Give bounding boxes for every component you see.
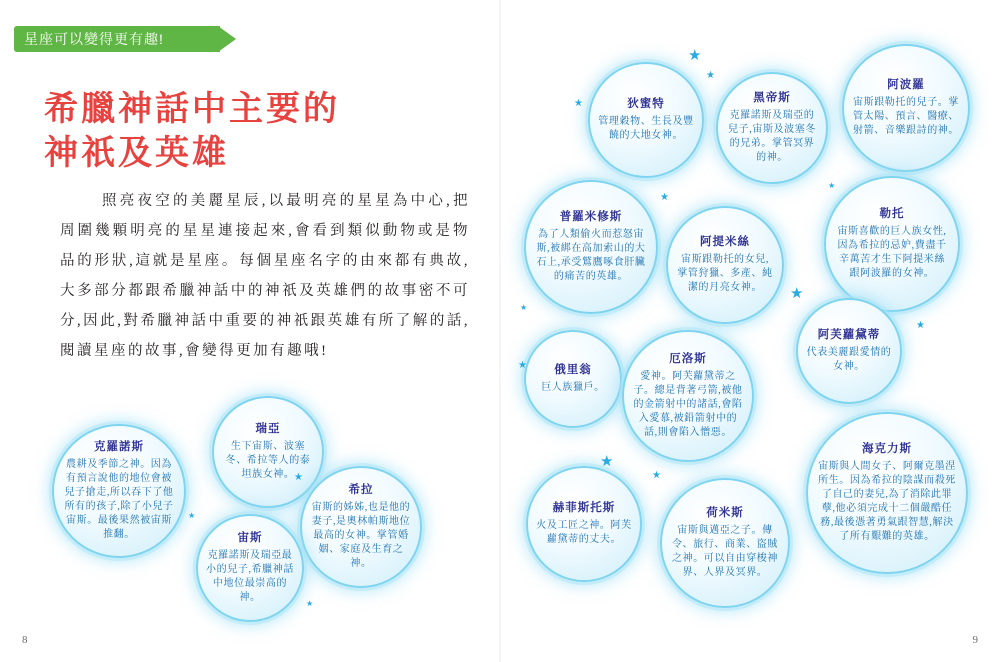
section-banner <box>14 26 236 52</box>
bubble-kronos <box>52 424 186 558</box>
bubble-body: 巨人族獵戶。 <box>541 382 605 393</box>
banner-tail <box>218 26 236 52</box>
star-icon: ★ <box>600 453 614 470</box>
star-icon: ★ <box>294 472 303 483</box>
star-icon: ★ <box>790 285 804 302</box>
bubble-orion <box>524 330 622 428</box>
bubble-rhea <box>212 396 324 508</box>
page-number-right: 9 <box>972 634 978 646</box>
page-title <box>44 88 474 176</box>
bubble-body: 宙斯的姊姊,也是他的妻子,是奧林帕斯地位最高的女神。掌管婚姻、家庭及生育之神。 <box>311 502 411 569</box>
bubble-hera <box>300 466 422 588</box>
bubble-title: 海克力斯 <box>862 443 912 455</box>
bubble-body: 為了人類偷火而惹怒宙斯,被綁在高加索山的大石上,承受鷲鷹啄食肝臟的痛苦的英雄。 <box>536 229 646 282</box>
bubble-title: 阿提米絲 <box>700 236 750 248</box>
bubble-body: 宙斯跟勒托的女兒,掌管狩獵、多產、純潔的月亮女神。 <box>677 254 773 293</box>
page-gutter <box>499 0 501 662</box>
bubble-title: 勒托 <box>879 208 905 220</box>
star-icon: ★ <box>828 181 836 190</box>
banner-label: 星座可以變得更有趣! <box>24 31 164 47</box>
bubble-title: 荷米斯 <box>706 507 744 519</box>
bubble-title: 瑞亞 <box>255 423 281 435</box>
page-number-left: 8 <box>22 634 28 646</box>
star-icon: ★ <box>916 320 925 331</box>
bubble-hades <box>716 72 828 184</box>
star-icon: ★ <box>652 470 661 481</box>
bubble-title: 克羅諾斯 <box>94 441 144 453</box>
bubble-title: 希拉 <box>348 484 374 496</box>
bubble-demeter <box>588 62 704 178</box>
star-icon: ★ <box>306 599 314 608</box>
bubble-hephaestus <box>526 466 642 582</box>
bubble-title: 阿芙蘿黛蒂 <box>817 329 881 341</box>
star-icon: ★ <box>706 70 715 81</box>
bubble-aphrodite <box>796 298 902 404</box>
bubble-body: 火及工匠之神。阿芙蘿黛蒂的丈夫。 <box>536 520 632 545</box>
bubble-hermes <box>660 478 790 608</box>
star-icon: ★ <box>574 98 583 109</box>
bubble-artemis <box>666 206 784 324</box>
bubble-body: 克羅諾斯及瑞亞最小的兒子,希臘神話中地位最崇高的神。 <box>206 550 294 603</box>
bubble-title: 俄里翁 <box>554 364 592 376</box>
page-title-line1: 希臘神話中主要的 <box>44 91 340 128</box>
bubble-title: 阿波羅 <box>887 79 925 91</box>
bubble-leto <box>824 176 960 312</box>
star-icon: ★ <box>188 511 196 520</box>
bubble-title: 普羅米修斯 <box>559 211 623 223</box>
bubble-body: 克羅諾斯及瑞亞的兒子,宙斯及波塞冬的兄弟。掌管冥界的神。 <box>728 110 816 163</box>
intro-paragraph: 照亮夜空的美麗星辰,以最明亮的星星為中心,把周圍幾顆明亮的星星連接起來,會看到類似動物或是物品的形狀,這就是星座。每個星座名字的由來都有典故,大多部分都跟希臘神話中的神祇及英雄們的故事密不可分,因此,對希臘神話中重要的神祇跟英雄有所了解的話,閱讀星座的故事,會變得更加有趣哦! <box>60 193 470 359</box>
bubble-title: 黑帝斯 <box>753 92 791 104</box>
star-icon: ★ <box>660 192 669 203</box>
bubble-title: 厄洛斯 <box>669 353 707 365</box>
bubble-body: 愛神。阿芙蘿黛蒂之子。總是背著弓箭,被他的金箭射中的諸話,會陷入愛慕,被鉛箭射中的話,則會陷入憎惡。 <box>633 371 743 438</box>
bubble-body: 宙斯與邁亞之子。傳令、旅行、商業、盜賊之神。可以自由穿梭神界、人界及冥界。 <box>672 525 778 578</box>
bubble-apollo <box>842 44 970 172</box>
bubble-body: 代表美麗跟愛情的女神。 <box>806 347 892 372</box>
bubble-body: 生下宙斯、波塞冬、希拉等人的泰坦族女神。 <box>225 441 311 480</box>
star-icon: ★ <box>518 360 527 371</box>
bubble-title: 狄蜜特 <box>627 98 665 110</box>
bubble-body: 宙斯跟勒托的兒子。掌管太陽、預言、醫療、射箭、音樂跟詩的神。 <box>853 97 959 136</box>
bubble-body: 農耕及季節之神。因為有預言說他的地位會被兒子搶走,所以吞下了他所有的孩子,除了小兒子宙斯。最後果然被宙斯推翻。 <box>64 459 174 540</box>
bubble-body: 宙斯喜歡的巨人族女性,因為希拉的忌妒,費盡千辛萬苦才生下阿提米絲跟阿波羅的女神。 <box>837 226 947 279</box>
bubble-title: 赫菲斯托斯 <box>552 502 616 514</box>
star-icon: ★ <box>520 303 528 312</box>
bubble-body: 宙斯與人間女子、阿爾克墨涅所生。因為希拉的陰謀而殺死了自己的妻兒,為了消除此罪孽,他必須完成十二個嚴酷任務,最後憑著勇氣跟智慧,解決了所有艱難的英雄。 <box>818 461 956 542</box>
bubble-heracles <box>806 412 968 574</box>
bubble-title: 宙斯 <box>237 532 263 544</box>
bubble-eros <box>622 330 754 462</box>
page-title-line2: 神祇及英雄 <box>44 135 229 172</box>
bubble-prometheus <box>524 180 658 314</box>
bubble-body: 管理穀物、生長及豐饒的大地女神。 <box>598 116 694 141</box>
bubble-zeus <box>196 514 304 622</box>
star-icon: ★ <box>688 47 702 64</box>
